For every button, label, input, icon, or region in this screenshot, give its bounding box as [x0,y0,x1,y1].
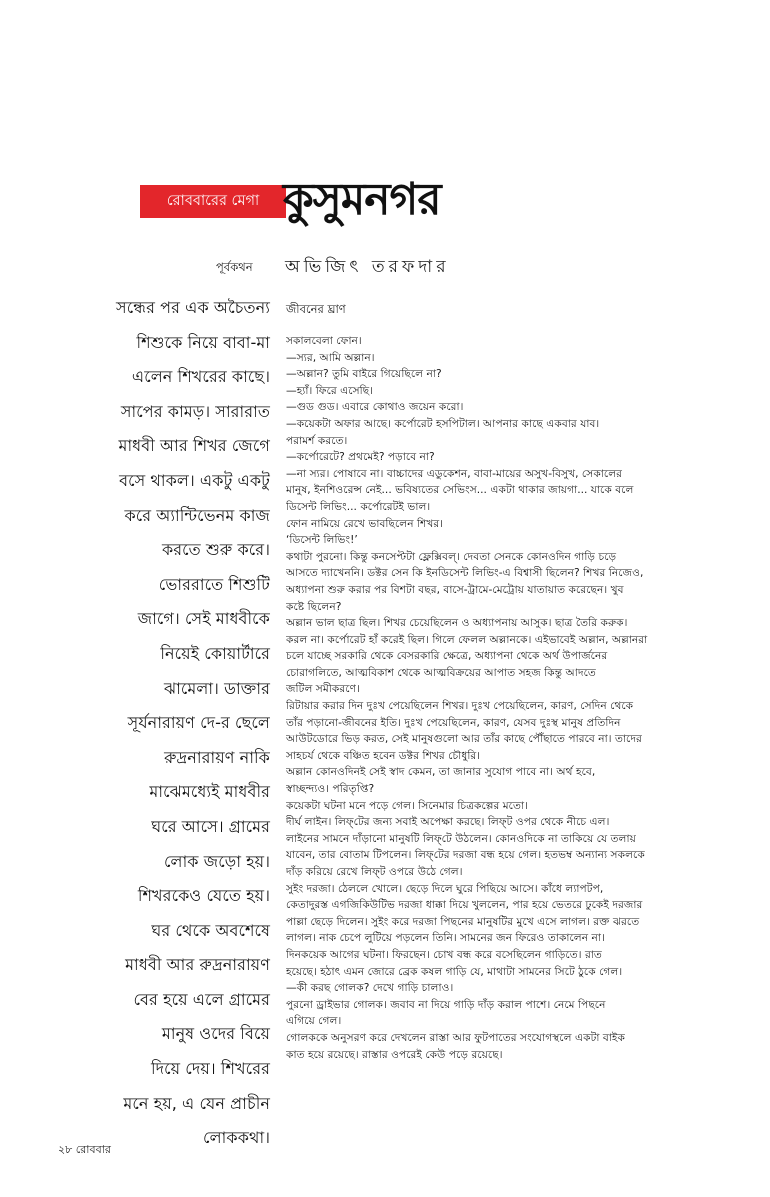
mega-badge: রোববারের মেগা [140,185,286,218]
body-line: —কর্পোরেটে? প্রথমেই? পড়াবে না? [286,450,435,464]
body-line: পরামর্শ করতে। [286,433,348,447]
body-line: স্বাচ্ছন্দ্যও। পরিতৃপ্তি? [286,782,375,796]
section-title: জীবনের ঘ্রাণ [286,302,346,316]
body-line: রিটায়ার করার দিন দুঃখ পেয়েছিলেন শিখর। দুঃখ পেয়েছিলেন, কারণ, সেদিন থেকে [286,699,634,713]
body-line: —কয়েকটা অফার আছে। কর্পোরেট হসপিটাল। আপনার কাছে একবার যাব। [286,416,600,430]
pull-quote-line: জাগে। সেই মাধবীকে [137,609,270,629]
story-title: কুসুমনগর [283,174,441,225]
body-line: চোরাগলিতে, আত্মবিকাশ থেকে আত্মবিক্রয়ের আপাত সহজ কিন্তু আদতে [286,665,596,679]
pull-quote-line: লোককথা। [203,1128,270,1148]
body-line: কাত হয়ে রয়েছে। রাস্তার ওপরেই কেউ পড়ে রয়েছে। [286,1047,503,1061]
body-line: চলে যাচ্ছে সরকারি থেকে বেসরকারি ক্ষেত্রে, অধ্যাপনা থেকে অর্থ উপার্জনের [286,649,608,663]
body-line: দাঁড় করিয়ে রেখে লিফ্‌ট ওপরে উঠে গেল। [286,865,463,878]
pull-quote-line: সূর্যনারায়ণ দে-র ছেলে [127,713,270,733]
body-line: লাইনের সামনে দাঁড়ানো মানুষটি লিফ্‌টে উঠলেন। কোনওদিকে না তাকিয়ে যে তলায় [286,831,636,845]
body-line: ‘ডিসেন্ট লিভিং!’ [286,533,358,547]
body-line: অল্লান ভাল ছাত্র ছিল। শিখর চেয়েছিলেন ও অধ্যাপনায় আসুক। ছাত্র তৈরি করুক। [286,616,628,630]
body-line: গোলককে অনুসরণ করে দেখলেন রাস্তা আর ফুটপাতের সংযোগস্থলে একটা বাইক [286,1030,625,1044]
body-line: —হ্যাঁ। ফিরে এসেছি। [286,383,373,397]
pull-quote-line: বসে থাকল। একটু একটু [119,470,270,490]
body-line: কষ্টে ছিলেন? [286,599,342,613]
page-footer: ২৮ রোববার [58,1143,111,1156]
body-line: এগিয়ে গেল। [286,1014,342,1028]
pull-quote-line: শিখরকেও যেতে হয়। [137,886,270,906]
pull-quote-line: মানুষ ওদের বিয়ে [161,1024,270,1044]
body-line: তাঁর পড়ানো-জীবনের ইতি। দুঃখ পেয়েছিলেন, কারণ, যেসব দুঃস্থ মানুষ প্রতিদিন [286,715,621,729]
body-line: —কী করছ গোলক? দেখে গাড়ি চালাও। [286,981,454,995]
pull-quote-line: সন্ধের পর এক অচৈতন্য [116,298,270,317]
body-line: সকালবেলা ফোন। [286,334,362,347]
body-line: অধ্যাপনা শুরু করার পর বিশটা বছর, বাসে-ট্রামে-মেট্রোয় যাতায়াত করেছেন। খুব [286,582,624,596]
pull-quote-line: মাধবী আর রুদ্রনারায়ণ [125,955,270,975]
body-line: —স্যর, আমি অল্লান। [286,350,375,364]
pull-quote [58,291,270,1156]
body-line: অল্লান কোনওদিনই সেই স্বাদ কেমন, তা জানার সুযোগ পাবে না। অর্থ হবে, [286,765,596,779]
story-body [286,333,716,1063]
pull-quote-line: শিশুকে নিয়ে বাবা-মা [136,332,270,352]
author-name: অভিজিৎ তরফদার [285,257,450,277]
pull-quote-line: লোক জড়ো হয়। [163,851,270,871]
pull-quote-line: করে অ্যান্টিভেনম কাজ [124,505,270,525]
pull-quote-line: মনে হয়, এ যেন প্রাচীন [123,1093,270,1113]
pull-quote-line: মাধবী আর শিখর জেগে [118,436,270,456]
body-line: কেতাদুরস্ত এগজিকিউটিভ দরজা ধাক্কা দিয়ে খুললেন, পার হয়ে ভেতরে ঢুকেই দরজার [286,898,643,912]
body-line: ডিসেন্ট লিভিং... কর্পোরেটই ভাল। [286,499,431,513]
body-line: মানুষ, ইনশিওরেন্স নেই... ভবিষ্যতের সেভিংস... একটা থাকার জায়গা... যাকে বলে [286,483,634,497]
body-line: আউটডোরে ভিড় করত, সেই মানুষগুলো আর তাঁর কাছে পৌঁছাতে পারবে না। তাদের [286,732,642,746]
body-line: সুইং দরজা। ঠেললে খোলে। ছেড়ে দিলে ঘুরে পিছিয়ে আসে। কাঁধে ল্যাপটপ, [286,881,604,895]
pull-quote-line: দিয়ে দেয়। শিখরের [150,1059,270,1079]
pull-quote-line: বের হয়ে এলে গ্রামের [133,989,270,1009]
previously-label: পূর্বকথন [216,260,253,274]
body-line: দীর্ঘ লাইন। লিফ্‌টের জন্য সবাই অপেক্ষা করছে। লিফ্‌ট ওপর থেকে নীচে এল। [286,815,610,829]
body-line: হয়েছে। হঠাৎ এমন জোরে ব্রেক কষল গাড়ি যে, মাথাটা সামনের সিটে ঠুকে গেল। [286,964,623,978]
body-line: কয়েকটা ঘটনা মনে পড়ে গেল। সিনেমার চিত্রকল্পের মতো। [286,798,528,812]
pull-quote-line: রুদ্রনারায়ণ নাকি [164,747,270,767]
pull-quote-line: ভোররাতে শিশুটি [158,574,270,594]
body-line: পুরনো ড্রাইভার গোলক। জবাব না দিয়ে গাড়ি দাঁড় করাল পাশে। নেমে পিছনে [286,997,606,1011]
body-line: জটিল সমীকরণে। [286,682,360,696]
body-line: ফোন নামিয়ে রেখে ভাবছিলেন শিখর। [286,516,444,530]
pull-quote-line: সাপের কামড়। সারারাত [120,401,270,421]
body-line: করল না। কর্পোরেট হাঁ করেই ছিল। গিলে ফেলল অল্লানকে। এইভাবেই অল্লান, অল্লানরা [286,632,648,646]
body-line: যাবেন, তার বোতাম টিপলেন। লিফ্‌টের দরজা বন্ধ হয়ে গেল। হতভম্ব অন্যান্য সকলকে [286,848,645,862]
pull-quote-line: ঘর থেকে অবশেষে [151,920,270,940]
body-line: কথাটা পুরনো। কিন্তু কনসেপ্টটা ফ্লেক্সিবল্‌। দেবতা সেনকে কোনওদিন গাড়ি চড়ে [286,549,617,563]
pull-quote-line: করতে শুরু করে। [161,540,270,560]
pull-quote-line: ঘরে আসে। গ্রামের [151,816,270,836]
body-line: পাল্লা ছেড়ে দিলেন। সুইং করে দরজা পিছনের মানুষটির মুখে এসে লাগল। রক্ত ঝরতে [286,914,640,928]
body-line: —না স্যর। পোষাবে না। বাচ্চাদের এডুকেশন, বাবা-মায়ের অসুখ-বিসুখ, সেকালের [286,466,623,480]
pull-quote-line: ঝামেলা। ডাক্তার [163,678,270,698]
body-line: সাহচর্য থেকে বঞ্চিত হবেন ডক্টর শিখর চৌধুরি। [286,748,481,762]
pull-quote-line: মাঝেমধ্যেই মাধবীর [149,782,270,802]
body-line: —গুড গুড। এবারে কোথাও জয়েন করো। [286,400,464,414]
pull-quote-line: নিয়েই কোয়ার্টারে [160,643,270,663]
pull-quote-line: এলেন শিখরের কাছে। [131,367,270,387]
body-line: লাগল। নাক চেপে লুটিয়ে পড়লেন তিনি। সামনের জন ফিরেও তাকালেন না। [286,931,605,945]
body-line: দিনকয়েক আগের ঘটনা। ফিরছেন। চোখ বন্ধ করে বসেছিলেন গাড়িতে। রাত [286,947,602,961]
body-line: আসতে দ্যাখেননি। ডক্টর সেন কি ইনডিসেন্ট লিভিং-এ বিশ্বাসী ছিলেন? শিখর নিজেও, [286,566,644,580]
body-line: —অল্লান? তুমি বাইরে গিয়েছিলে না? [286,367,442,381]
